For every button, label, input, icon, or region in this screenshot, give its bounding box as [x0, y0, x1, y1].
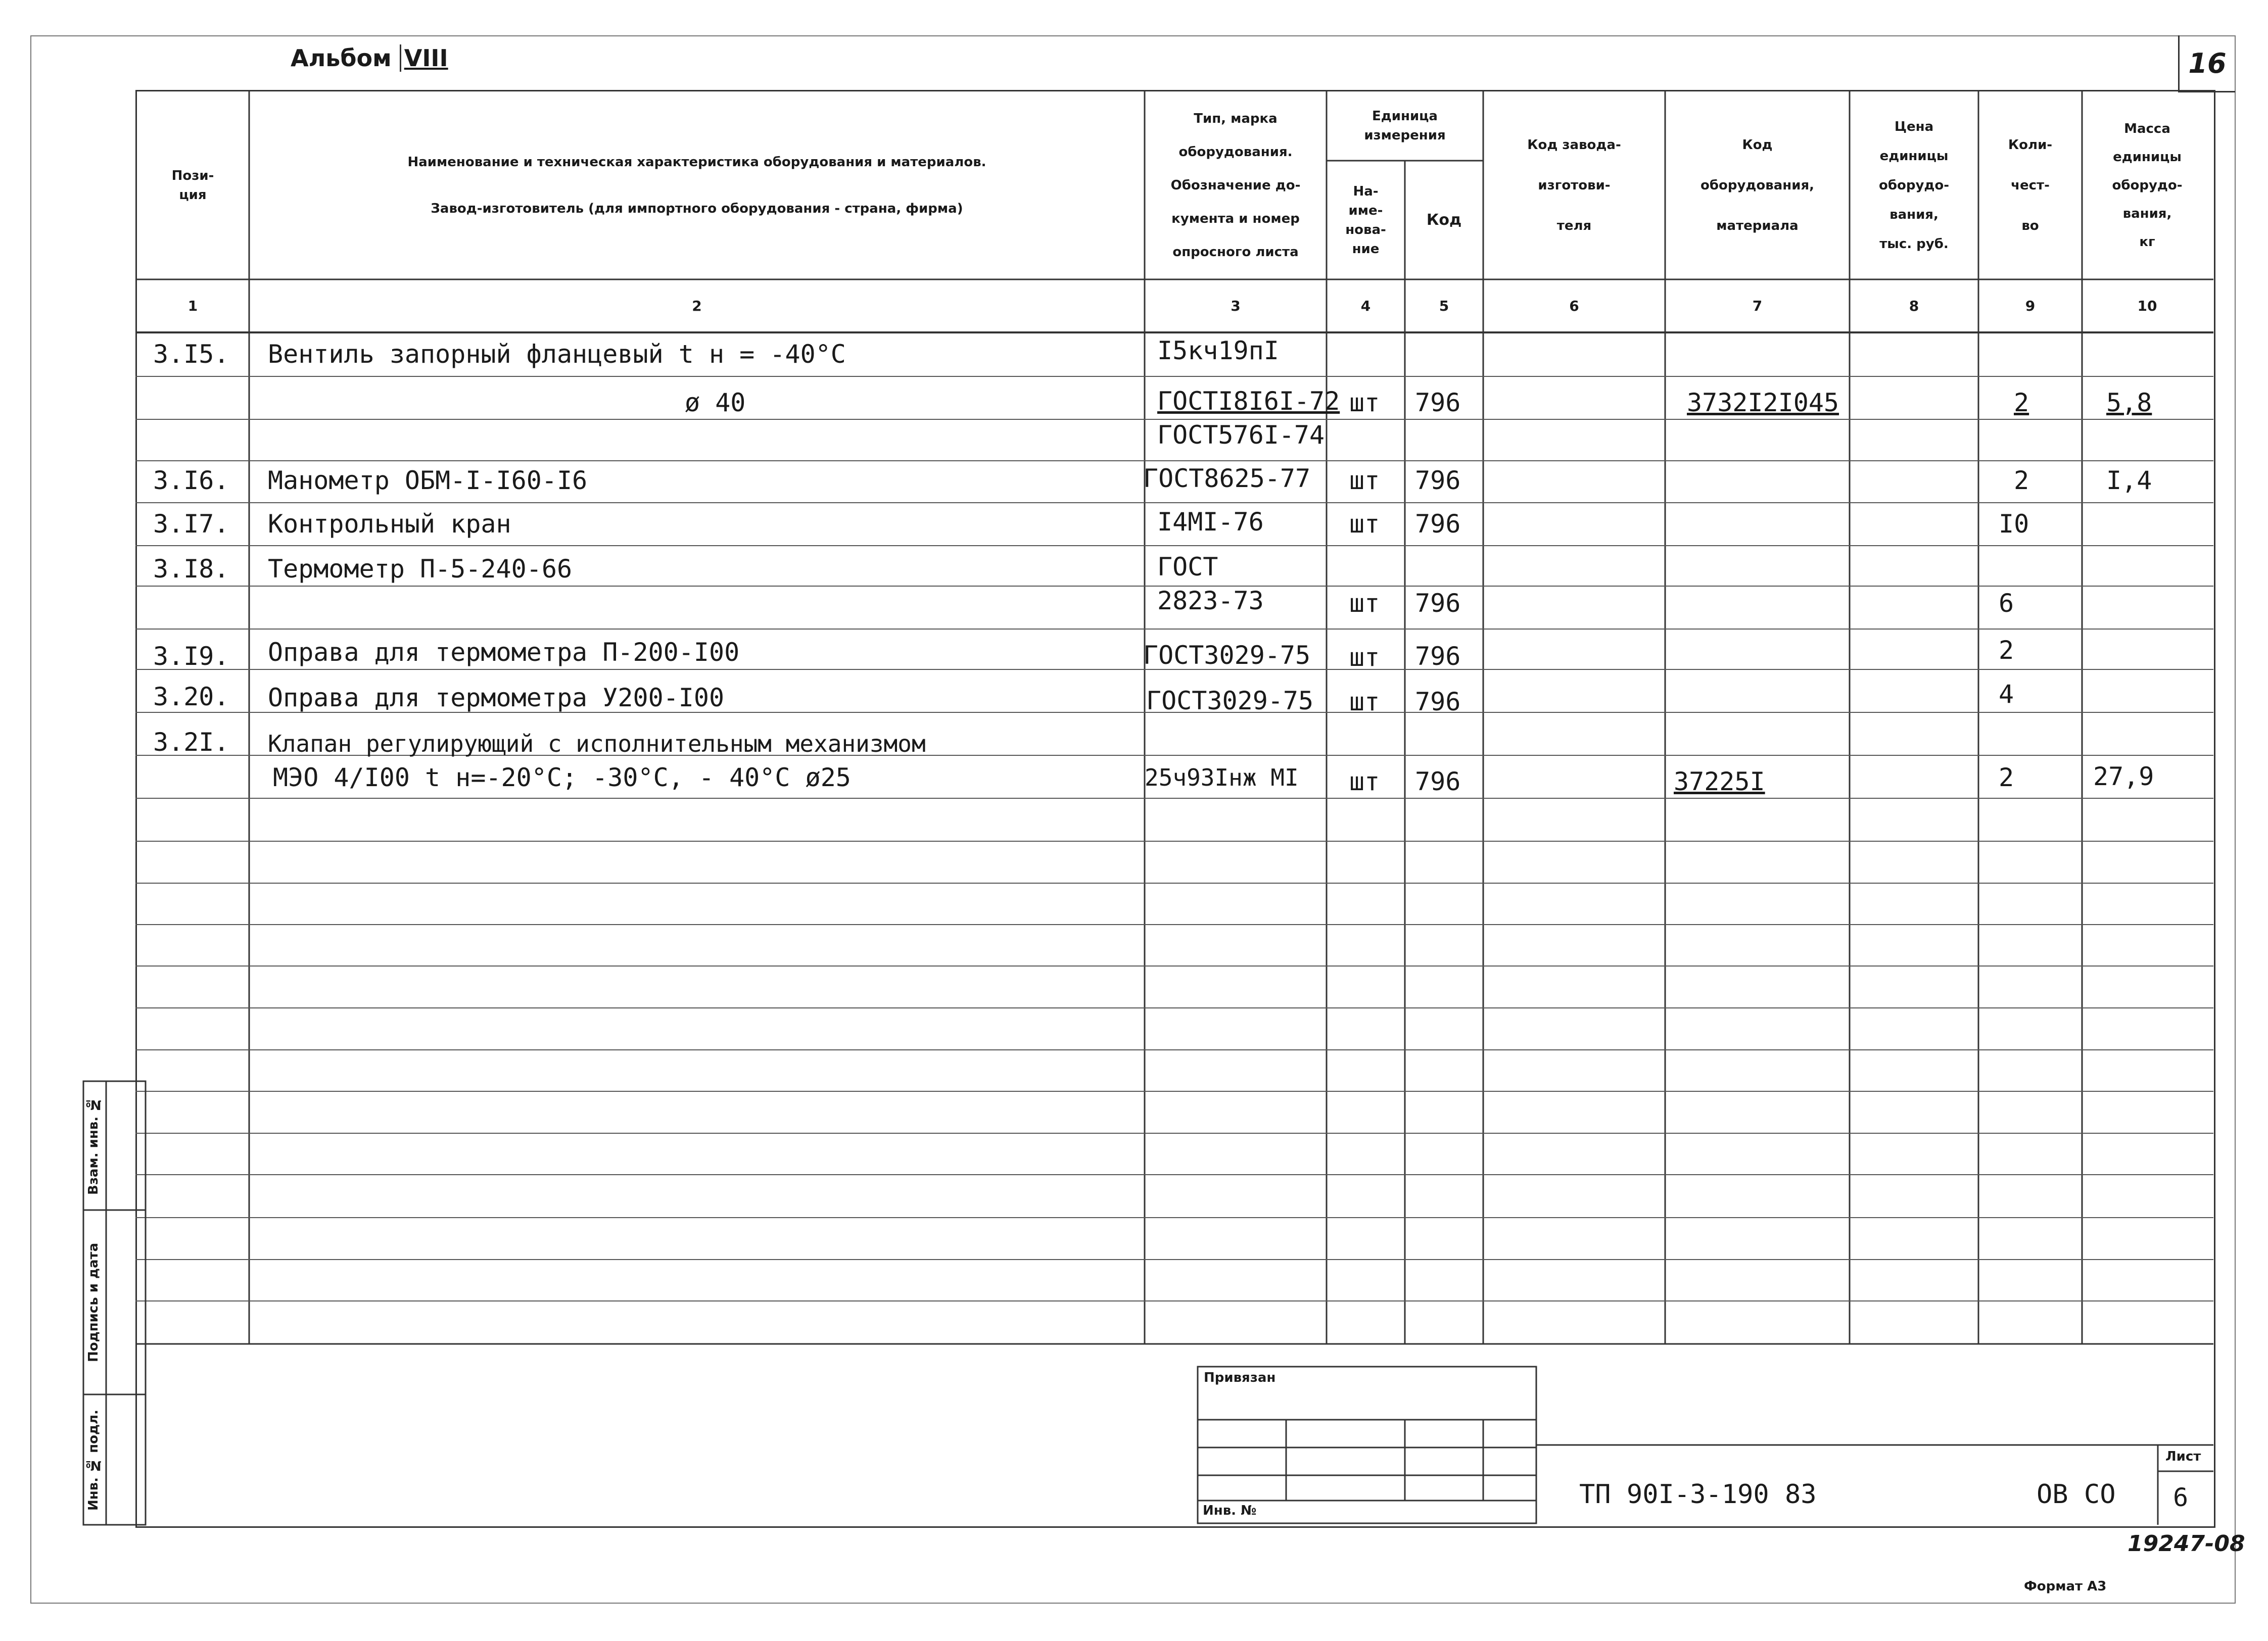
- row-quantity: 2: [1999, 763, 2014, 792]
- column-number: 3: [1231, 298, 1241, 314]
- corner-page-number: 16: [2178, 35, 2235, 92]
- row-type: ГОСТ3029-75: [1143, 641, 1311, 670]
- row-quantity: I0: [1999, 509, 2029, 539]
- row-mass: 5,8: [2106, 388, 2152, 417]
- row-quantity: 6: [1999, 589, 2014, 618]
- column-number: 6: [1569, 298, 1579, 314]
- header-unit-name: На- име- нова- ние: [1345, 183, 1386, 257]
- row-name: Вентиль запорный фланцевый t н = -40°С: [268, 340, 846, 369]
- row-name: ø 40: [685, 388, 746, 417]
- row-type: 2823-73: [1157, 586, 1264, 615]
- header-factory-code: Код завода- изготови- теля: [1527, 137, 1621, 233]
- side-stamp-signature-date: Подпись и дата: [86, 1242, 101, 1362]
- row-quantity: 2: [2014, 388, 2029, 417]
- row-position: 3.20.: [153, 682, 229, 711]
- header-mass: Масса единицы оборудо- вания, кг: [2112, 121, 2183, 250]
- column-number: 9: [2025, 298, 2036, 314]
- album-label: Альбом VIII: [291, 44, 448, 72]
- row-type: ГОСТ576I-74: [1157, 420, 1325, 450]
- row-code: 796: [1415, 589, 1461, 618]
- stamp-section: ОВ СО: [2037, 1479, 2116, 1510]
- header-equipment-code: Код оборудования, материала: [1700, 137, 1815, 233]
- row-code: 796: [1415, 767, 1461, 796]
- header-price: Цена единицы оборудо- вания, тыс. руб.: [1878, 119, 1950, 252]
- row-unit: шт: [1349, 388, 1380, 417]
- row-name: Оправа для термометра П-200-I00: [268, 638, 740, 667]
- column-number: 10: [2137, 298, 2157, 314]
- header-unit-code: Код: [1426, 211, 1462, 229]
- row-position: 3.I8.: [153, 554, 229, 584]
- row-mass: 27,9: [2093, 762, 2154, 791]
- row-name: Клапан регулирующий с исполнительным механизмом: [268, 730, 926, 757]
- archive-number: 19247-08: [2128, 1531, 2245, 1557]
- row-code: 796: [1415, 509, 1461, 539]
- header-unit: Единица измерения: [1364, 109, 1446, 143]
- row-unit: шт: [1349, 767, 1380, 796]
- row-name: Манометр ОБМ-I-I60-I6: [268, 466, 588, 495]
- column-number: 5: [1439, 298, 1449, 314]
- row-position: 3.I7.: [153, 509, 229, 539]
- stamp-inventory-label: Инв. №: [1203, 1503, 1257, 1518]
- row-type: ГОСТ3029-75: [1146, 686, 1314, 715]
- row-name: Оправа для термометра У200-I00: [268, 683, 725, 712]
- column-number: 4: [1360, 298, 1371, 314]
- column-number: 8: [1909, 298, 1919, 314]
- row-mass: I,4: [2106, 466, 2152, 495]
- stamp-bound-label: Привязан: [1204, 1370, 1276, 1385]
- row-name: Контрольный кран: [268, 509, 511, 539]
- row-unit: шт: [1349, 643, 1380, 672]
- side-stamp-original-inventory: Инв. № подл.: [86, 1410, 101, 1511]
- row-quantity: 2: [2014, 466, 2029, 495]
- column-number: 1: [187, 298, 198, 314]
- row-equipment-code: 37225I: [1674, 767, 1765, 796]
- row-type: ГОСТ: [1157, 552, 1218, 582]
- row-type: ГОСТI8I6I-72: [1157, 387, 1340, 416]
- header-type: Тип, марка оборудования. Обозначение до- кумента и номер опросного листа: [1170, 111, 1301, 260]
- header-quantity: Коли- чест- во: [2008, 137, 2053, 233]
- row-code: 796: [1415, 687, 1461, 716]
- stamp-sheet-label: Лист: [2165, 1449, 2201, 1464]
- row-type: I5кч19пI: [1157, 336, 1279, 365]
- row-quantity: 2: [1999, 636, 2014, 665]
- album-number: VIII: [400, 44, 448, 72]
- row-code: 796: [1415, 642, 1461, 671]
- format-label: Формат А3: [2024, 1579, 2107, 1594]
- row-position: 3.I5.: [153, 340, 229, 369]
- header-position: Пози- ция: [171, 168, 214, 203]
- row-type: 25ч93Iнж МI: [1145, 764, 1299, 791]
- column-number: 2: [692, 298, 702, 314]
- row-name: Термометр П-5-240-66: [268, 554, 573, 584]
- side-stamp-replacement-inventory: Взам. инв. №: [86, 1096, 101, 1195]
- row-unit: шт: [1349, 466, 1380, 495]
- stamp-document-code: ТП 90I-3-190 83: [1579, 1479, 1817, 1510]
- row-name: МЭО 4/I00 t н=-20°С; -30°С, - 40°С ø25: [273, 763, 851, 792]
- row-equipment-code: 3732I2I045: [1687, 388, 1839, 417]
- row-type: ГОСТ8625-77: [1143, 464, 1311, 493]
- row-quantity: 4: [1999, 680, 2014, 709]
- row-position: 3.2I.: [153, 728, 229, 757]
- row-code: 796: [1415, 388, 1461, 417]
- row-position: 3.I9.: [153, 642, 229, 671]
- row-unit: шт: [1349, 589, 1380, 618]
- row-code: 796: [1415, 466, 1461, 495]
- column-number: 7: [1752, 298, 1763, 314]
- row-unit: шт: [1349, 509, 1380, 539]
- header-name: Наименование и техническая характеристика оборудования и материалов. Завод-изготовитель (для импортного оборудования - страна, фирма): [407, 154, 986, 216]
- row-unit: шт: [1349, 687, 1380, 716]
- row-position: 3.I6.: [153, 466, 229, 495]
- row-type: I4МI-76: [1157, 507, 1264, 537]
- stamp-sheet-number: 6: [2173, 1483, 2189, 1512]
